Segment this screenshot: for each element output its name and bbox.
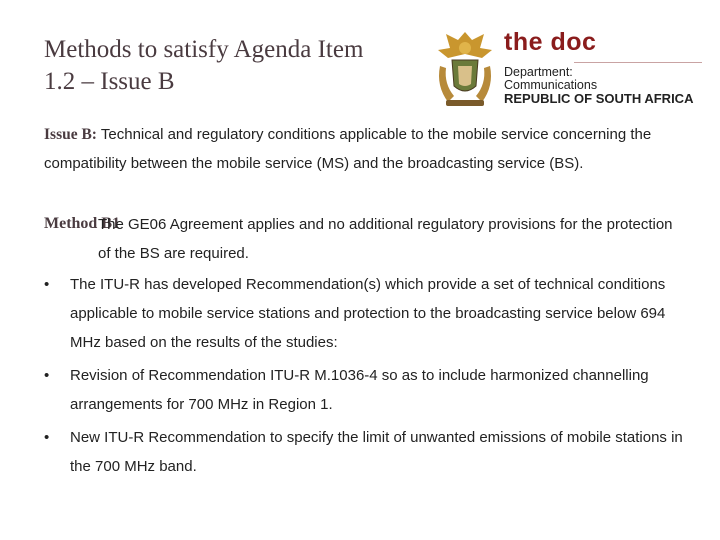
coat-of-arms-icon xyxy=(432,26,498,114)
issue-text: Technical and regulatory conditions applicable to the mobile service concerning the compatibility between the mobile service (MS) and the broadcasting service (BS). xyxy=(44,126,652,172)
list-item xyxy=(44,361,694,419)
brand-rule xyxy=(574,62,702,63)
bullet-text: New ITU-R Recommendation to specify the limit of unwanted emissions of mobile stations in the 700 MHz band. xyxy=(70,429,683,475)
method-text: The GE06 Agreement applies and no additional regulatory provisions for the protection of the BS are required. xyxy=(98,216,673,262)
issue-label: Issue B: xyxy=(44,126,97,143)
brand-name: the doc xyxy=(504,28,597,56)
slide-title-line2: 1.2 – Issue B xyxy=(44,68,175,95)
bullet-list xyxy=(44,270,694,485)
issue-paragraph xyxy=(44,120,694,178)
the-doc-logo xyxy=(502,26,704,114)
department-logo xyxy=(432,26,704,114)
bullet-marker: • xyxy=(44,276,50,293)
bullet-marker: • xyxy=(44,429,50,446)
list-item xyxy=(44,270,694,357)
method-row xyxy=(44,210,694,270)
department-name xyxy=(504,66,693,105)
list-item xyxy=(44,423,694,481)
slide-title xyxy=(44,34,363,98)
dept-line3: REPUBLIC OF SOUTH AFRICA xyxy=(504,91,694,106)
method-label: Method B1 xyxy=(44,215,120,232)
dept-line2: Communications xyxy=(504,78,598,92)
dept-line1: Department: xyxy=(504,65,573,79)
bullet-text: The ITU-R has developed Recommendation(s) which provide a set of technical conditions applicable to mobile service stations and protection to the broadcasting service below 694 MHz based on the results of the studies: xyxy=(70,276,666,351)
bullet-marker: • xyxy=(44,367,50,384)
bullet-text: Revision of Recommendation ITU-R M.1036-4 so as to include harmonized channelling arrangements for 700 MHz in Region 1. xyxy=(70,367,649,413)
slide-title-line1: Methods to satisfy Agenda Item xyxy=(44,36,364,63)
